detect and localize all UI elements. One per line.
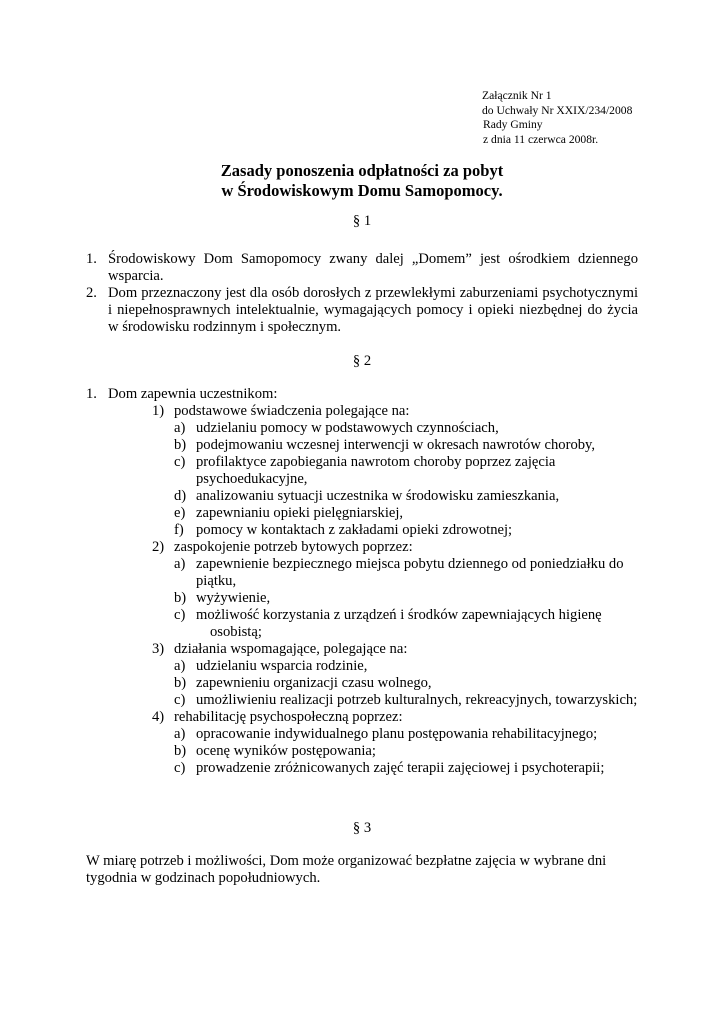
list-item-text: udzielaniu wsparcia rodzinie, [196, 658, 368, 674]
list-letter: b) [174, 590, 187, 606]
list-letter: a) [174, 726, 186, 742]
list-letter: c) [174, 607, 186, 623]
list-letter: c) [174, 760, 186, 776]
attachment-line: Rady Gminy [483, 118, 543, 132]
title-line: Zasady ponoszenia odpłatności za pobyt [220, 161, 504, 180]
list-letter: b) [174, 675, 187, 691]
list-letter: d) [174, 488, 187, 504]
section-mark: § 2 [352, 353, 372, 369]
list-letter: b) [174, 437, 187, 453]
list-number: 2) [152, 539, 165, 555]
list-number: 2. [86, 285, 97, 301]
document-title [0, 161, 724, 201]
list-item-text: zaspokojenie potrzeb bytowych poprzez: [174, 539, 413, 555]
list-letter: f) [174, 522, 184, 538]
list-letter: a) [174, 658, 186, 674]
list-item-text: podstawowe świadczenia polegające na: [174, 403, 410, 419]
paragraph-line: Dom zapewnia uczestnikom: [108, 386, 278, 402]
attachment-line: z dnia 11 czerwca 2008r. [483, 132, 599, 146]
section-mark: § 3 [352, 820, 372, 836]
list-number: 4) [152, 709, 165, 725]
attachment-line: Załącznik Nr 1 [482, 89, 552, 102]
paragraph-line: wsparcia. [108, 268, 164, 284]
list-item-text: wyżywienie, [196, 590, 271, 606]
list-number: 1. [86, 386, 97, 402]
list-item-text: pomocy w kontaktach z zakładami opieki zdrowotnej; [196, 522, 513, 538]
list-item-text: umożliwieniu realizacji potrzeb kulturalnych, rekreacyjnych, towarzyskich; [196, 692, 638, 708]
list-letter: a) [174, 556, 186, 572]
list-item-text: możliwość korzystania z urządzeń i środków zapewniających higienę [196, 607, 602, 623]
section-mark: § 1 [352, 213, 372, 229]
list-number: 1. [86, 251, 97, 267]
list-item-text: profilaktyce zapobiegania nawrotom choroby poprzez zajęcia [196, 454, 556, 470]
list-item-text: analizowaniu sytuacji uczestnika w środowisku zamieszkania, [196, 488, 560, 504]
paragraph-line: w środowisku rodzinnym i społecznym. [108, 319, 342, 335]
list-item-text: zapewnienie bezpiecznego miejsca pobytu dziennego od poniedziałku do [196, 556, 624, 572]
attachment-line: do Uchwały Nr XXIX/234/2008 [482, 103, 633, 117]
list-item-text: opracowanie indywidualnego planu postępowania rehabilitacyjnego; [196, 726, 598, 742]
list-item-text: psychoedukacyjne, [196, 471, 308, 487]
list-letter: c) [174, 454, 186, 470]
list-item-text: działania wspomagające, polegające na: [174, 641, 408, 657]
list-number: 3) [152, 641, 165, 657]
paragraph-line: W miarę potrzeb i możliwości, Dom może organizować bezpłatne zajęcia w wybrane dni [86, 853, 607, 869]
list-item-text: rehabilitację psychospołeczną poprzez: [174, 709, 403, 725]
list-letter: a) [174, 420, 186, 436]
paragraph-line: i niepełnosprawnych intelektualnie, wymagających pomocy i opieki niezbędnej do życia [108, 302, 638, 318]
list-item-text: prowadzenie zróżnicowanych zajęć terapii zajęciowej i psychoterapii; [196, 760, 605, 776]
paragraph-line: Środowiskowy Dom Samopomocy zwany dalej „Domem” jest ośrodkiem dziennego [108, 251, 638, 267]
attachment-note [482, 89, 632, 147]
list-item-text: piątku, [196, 573, 237, 589]
list-letter: e) [174, 505, 186, 521]
paragraph-line: tygodnia w godzinach popołudniowych. [86, 870, 321, 886]
list-item-text: ocenę wyników postępowania; [196, 743, 376, 759]
list-letter: b) [174, 743, 187, 759]
list-number: 1) [152, 403, 165, 419]
list-item-text: zapewnianiu opieki pielęgniarskiej, [196, 505, 404, 521]
list-item-text: udzielaniu pomocy w podstawowych czynnościach, [196, 420, 499, 436]
list-item-text: zapewnieniu organizacji czasu wolnego, [196, 675, 432, 691]
title-line: w Środowiskowym Domu Samopomocy. [221, 181, 503, 200]
list-letter: c) [174, 692, 186, 708]
list-item-text: osobistą; [210, 624, 262, 640]
paragraph-line: Dom przeznaczony jest dla osób dorosłych z przewlekłymi zaburzeniami psychotycznymi [108, 285, 638, 301]
list-item-text: podejmowaniu wczesnej interwencji w okresach nawrotów choroby, [196, 437, 596, 453]
